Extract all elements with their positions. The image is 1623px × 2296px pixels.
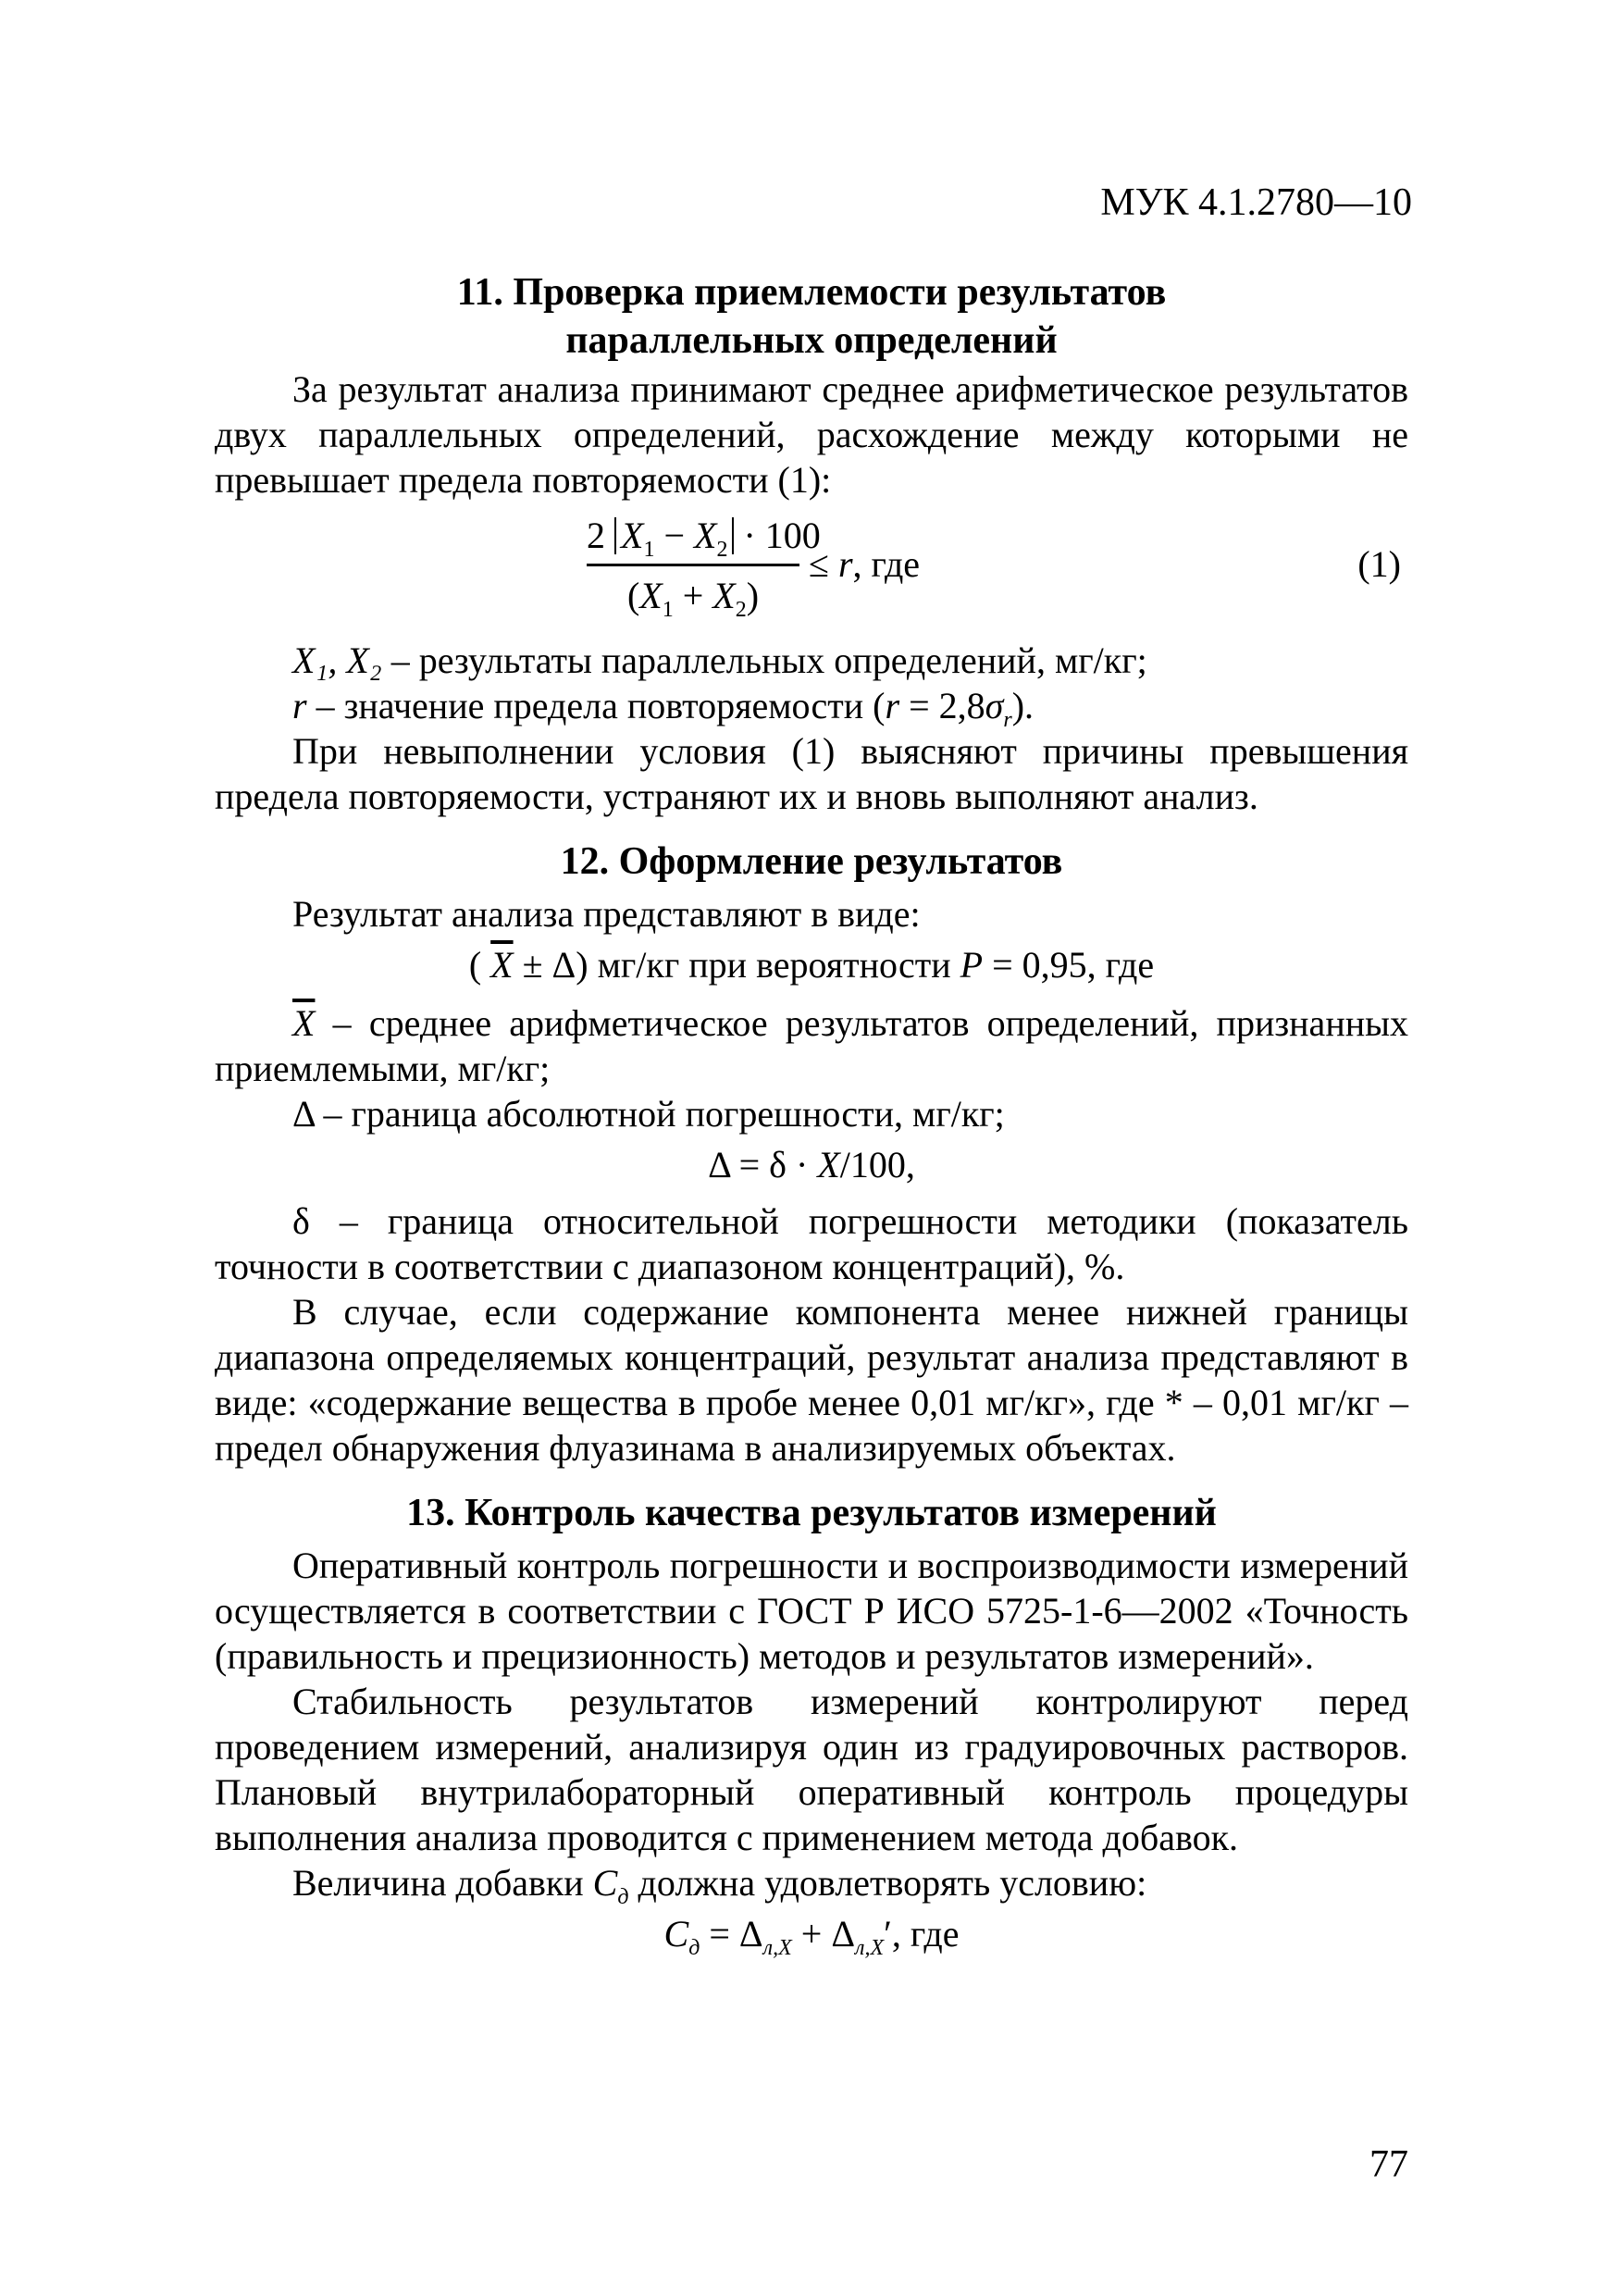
formula-1-fraction-bar	[587, 564, 799, 566]
page-content	[215, 268, 1408, 1960]
formula-1-number: (1)	[1357, 543, 1401, 585]
formula-1-numerator: 2 $X_1 - X_2 \cdot 100$	[587, 515, 821, 562]
cd-formula: $C_д = \Delta_{л,X} + \Delta_{л,X}'$, где	[663, 1913, 960, 1960]
page-number: 77	[1369, 2143, 1408, 2186]
section-11-intro: За результат анализа принимают среднее арифметическое результатов двух параллельных определений, расхождение между которыми не превышает предела повторяемости (1):	[215, 368, 1408, 501]
section-11-note: При невыполнении условия (1) выясняют причины превышения предела повторяемости, устраняют их и вновь выполняют анализ.	[215, 730, 1408, 817]
definition-delta: Δ – граница абсолютной погрешности, мг/кг;	[292, 1093, 1005, 1135]
formula-1-rhs: ≤ r, где	[809, 543, 921, 585]
section-13-para-3: Величина добавки $C_д$ должна удовлетворять условию:	[292, 1862, 1147, 1909]
section-13-para-1: Оперативный контроль погрешности и воспроизводимости измерений осуществляется в соответствии с ГОСТ Р ИСО 5725-1-6—2002 «Точность (правильность и прецизионность) методов и результатов измерений».	[215, 1545, 1408, 1677]
formula-1-fraction	[587, 510, 821, 622]
running-head: МУК 4.1.2780—10	[1100, 181, 1412, 224]
section-13-title: 13. Контроль качества результатов измерений	[406, 1492, 1217, 1534]
definition-x1-x2: X₁, X₂ – результаты параллельных определений, мг/кг;	[292, 639, 1147, 681]
definition-r: r – значение предела повторяемости $(r = 2,8\sigma_r)$.	[292, 685, 1035, 732]
section-11-title	[215, 268, 1408, 365]
formula-1-denominator: $(X_1 + X_2)$	[626, 575, 760, 622]
section-12-intro: Результат анализа представляют в виде:	[292, 893, 921, 935]
section-11-title-line-1: 11. Проверка приемлемости результатов	[456, 271, 1167, 314]
section-11-title-line-2: параллельных определений	[565, 319, 1058, 362]
section-12-title: 12. Оформление результатов	[560, 840, 1063, 883]
formula-1	[215, 510, 1408, 632]
result-form-formula: ( $\overline{X} \pm \Delta$) мг/кг при вероятности P = 0,95, где	[468, 944, 1155, 986]
section-13-para-2: Стабильность результатов измерений контролируют перед проведением измерений, анализируя один из градуировочных растворов. Плановый внутрилабораторный оперативный контроль процедуры выполнения анализа проводится с применением метода добавок.	[215, 1681, 1408, 1858]
definition-x-bar: $\overline{X}$ – среднее арифметическое результатов определений, признанных приемлемыми, мг/кг;	[215, 1002, 1408, 1089]
delta-formula: Δ = δ · X/100,	[708, 1144, 915, 1185]
detection-limit-case: В случае, если содержание компонента менее нижней границы диапазона определяемых концентраций, результат анализа представляют в виде: «содержание вещества в пробе менее 0,01 мг/кг», где * – 0,01 мг/кг – предел обнаружения флуазинама в анализируемых объектах.	[215, 1291, 1408, 1469]
definition-sigma: δ – граница относительной погрешности методики (показатель точности в соответствии с диапазоном концентраций), %.	[215, 1200, 1408, 1287]
